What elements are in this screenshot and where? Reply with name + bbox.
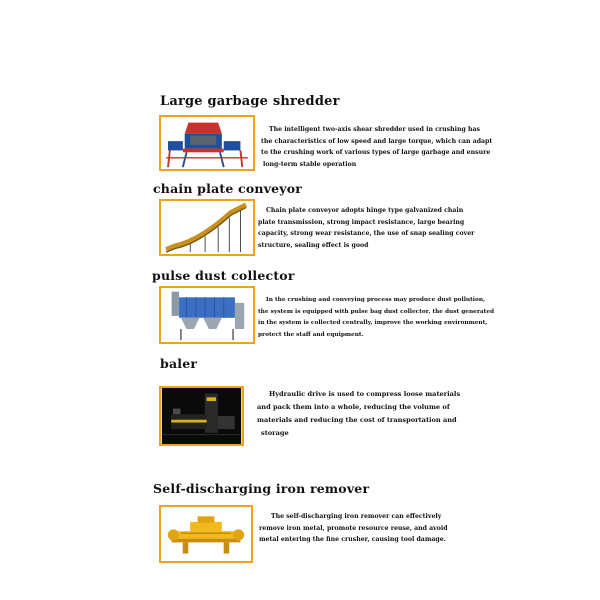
desc-line: and pack them into a whole, reducing the volume of	[257, 403, 450, 411]
desc-line: remove iron metal, promote resource reuse, and avoid	[259, 524, 448, 532]
baler-image	[159, 386, 244, 446]
section-title-baler: baler	[160, 356, 198, 371]
dust-collector-description	[258, 295, 494, 341]
desc-line: materials and reducing the cost of transportation and	[257, 416, 457, 424]
desc-line: in the system is collected centrally, improve the working environment,	[258, 320, 488, 326]
desc-line: long-term stable operation	[263, 160, 357, 168]
desc-line: to the crushing work of various types of large garbage and ensure	[261, 149, 491, 156]
conveyor-image	[159, 199, 255, 256]
desc-line: the system is equipped with pulse bag dust collector, the dust generated	[258, 308, 495, 315]
desc-line: structure, sealing effect is good	[258, 241, 369, 249]
desc-line: the characteristics of low speed and large torque, which can adapt	[261, 137, 493, 145]
section-title-iron-remover: Self-discharging iron remover	[153, 481, 370, 496]
baler-description	[257, 388, 460, 440]
conveyor-description	[258, 205, 474, 251]
conveyor-machine-icon	[161, 201, 253, 254]
desc-line: Hydraulic drive is used to compress loose materials	[269, 390, 461, 398]
baler-machine-icon	[161, 388, 242, 444]
desc-line: The intelligent two-axis shear shredder used in crushing has	[269, 126, 480, 133]
desc-line: In the crushing and conveying process may produce dust pollution,	[266, 297, 486, 303]
iron-remover-description	[259, 511, 448, 546]
dust-collector-machine-icon	[161, 288, 253, 342]
shredder-description	[259, 124, 492, 170]
shredder-machine-icon	[161, 117, 253, 169]
desc-line: capacity, strong wear resistance, the use of snap sealing cover	[258, 230, 475, 237]
dust-collector-image	[159, 286, 255, 344]
desc-line: The self-discharging iron remover can effectively	[271, 513, 442, 520]
section-title-dust-collector: pulse dust collector	[152, 268, 295, 283]
desc-line: storage	[261, 429, 289, 437]
section-title-shredder: Large garbage shredder	[160, 94, 340, 109]
iron-remover-image	[159, 505, 253, 563]
desc-line: metal entering the fine crusher, causing tool damage.	[259, 536, 446, 543]
desc-line: Chain plate conveyor adopts hinge type galvanized chain	[266, 207, 464, 214]
desc-line: protect the staff and equipment.	[258, 331, 364, 338]
section-title-conveyor: chain plate conveyor	[153, 181, 303, 196]
shredder-image	[159, 115, 255, 171]
desc-line: plate transmission, strong impact resistance, large bearing	[258, 218, 465, 226]
iron-remover-machine-icon	[161, 507, 251, 561]
